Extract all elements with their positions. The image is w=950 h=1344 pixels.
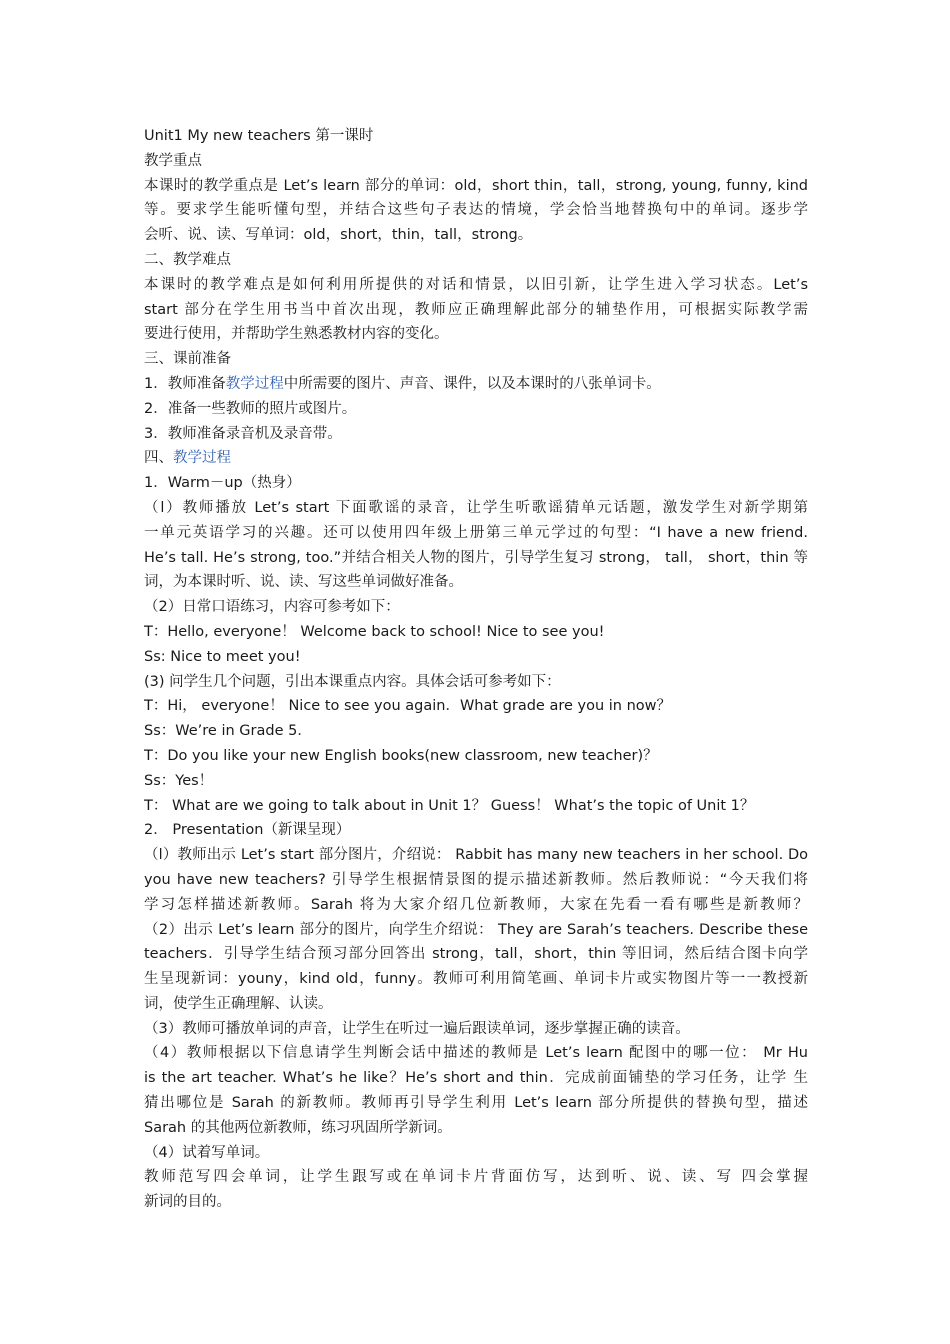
text-line: Unit1 My new teachers 第一课时: [144, 128, 374, 144]
text-line: 本课时的教学难点是如何利用所提供的对话和情景，以旧引新，让学生进入学习状态。Let’s: [144, 276, 808, 293]
text-line: Ss：We’re in Grade 5．: [144, 723, 312, 740]
text-line: 学习怎样描述新教师。Sarah 将为大家介绍几位新教师，大家在先看一看有哪些是新教师？: [144, 896, 808, 913]
text-line: 一单元英语学习的兴趣。还可以使用四年级上册第三单元学过的句型：“I have a new friend.: [144, 524, 808, 541]
text-line: 教师范写四会单词，让学生跟写或在单词卡片背面仿写，达到听、说、读、写 四会掌握: [144, 1169, 808, 1186]
text-line: start 部分在学生用书当中首次出现，教师应正确理解此部分的辅垫作用，可根据实际教学需: [144, 301, 808, 318]
document-body: [144, 124, 808, 1215]
text-line: Ss: Nice to meet you!: [144, 648, 301, 665]
text-line: （l）教师播放 Let’s start 下面歌谣的录音，让学生听歌谣猜单元话题，激发学生对新学期第: [144, 499, 808, 516]
text-line: 等。要求学生能听懂句型，并结合这些句子表达的情境，学会恰当地替换句中的单词。逐步学: [144, 202, 808, 219]
text-line: 2．准备一些教师的照片或图片。: [144, 400, 357, 417]
hyperlink[interactable]: 教学过程: [173, 450, 231, 467]
text-line: 新词的目的。: [144, 1194, 231, 1211]
text-line: 要进行使用，并帮助学生熟悉教材内容的变化。: [144, 326, 449, 343]
line-text: 四、: [144, 450, 173, 467]
text-line: is the art teacher. What’s he like？He’s short and thin．完成前面铺垫的学习任务，让学 生: [144, 1070, 808, 1087]
text-line: T：Hi， everyone！ Nice to see you again．What grade are you in now？: [144, 698, 671, 715]
text-line: （l）教师出示 Let’s start 部分图片，介绍说： Rabbit has many new teachers in her school. Do: [144, 847, 808, 864]
text-line: （2）出示 Let’s learn 部分的图片，向学生介绍说： They are Sarah’s teachers. Describe these: [144, 921, 808, 938]
text-line: 教学重点: [144, 152, 202, 169]
text-line: （4）教师根据以下信息请学生判断会话中描述的教师是 Let’s learn 配图中的哪一位： Mr Hu: [144, 1045, 808, 1062]
text-line: 词，为本课时听、说、读、写这些单词做好准备。: [144, 574, 463, 591]
text-line: 3．教师准备录音机及录音带。: [144, 425, 342, 442]
text-line: （4）试着写单词。: [144, 1144, 270, 1161]
line-text: 中所需要的图片、声音、课件，以及本课时的八张单词卡。: [283, 375, 661, 392]
text-line: 本课时的教学重点是 Let’s learn 部分的单词：old，short thin，tall，strong, young, funny, kind: [144, 177, 808, 194]
text-line: T：Hello, everyone！ Welcome back to school! Nice to see you!: [144, 623, 605, 640]
hyperlink[interactable]: 教学过程: [225, 375, 284, 392]
text-line: 会听、说、读、写单词：old，short，thin，tall，strong。: [144, 227, 533, 244]
text-line: 三、课前准备: [144, 351, 231, 368]
text-line: you have new teachers? 引导学生根据情景图的提示描述新教师。然后教师说：“今天我们将: [144, 871, 808, 888]
text-line: 2． Presentation（新课呈现）: [144, 822, 351, 839]
text-line: (3) 问学生几个问题，引出本课重点内容。具体会话可参考如下：: [144, 673, 561, 690]
text-line: 词，使学生正确理解、认读。: [144, 995, 333, 1012]
text-line: 生呈现新词：youny，kind old，funny。教师可利用简笔画、单词卡片或实物图片等一一教授新: [144, 971, 808, 988]
text-line: 1．Warm－up（热身）: [144, 475, 301, 492]
text-line: [144, 372, 808, 397]
text-line: teachers．引导学生结合预习部分回答出 strong，tall，short，thin 等旧词，然后结合图卡向学: [144, 946, 808, 963]
text-line: 猜出哪位是 Sarah 的新教师。教师再引导学生利用 Let’s learn 部分所提供的替换句型，描述: [144, 1095, 808, 1112]
text-line: 二、教学难点: [144, 251, 231, 268]
text-line: Sarah 的其他两位新教师，练习巩固所学新词。: [144, 1119, 452, 1136]
text-line: Ss：Yes！: [144, 772, 214, 789]
text-line: （2）日常口语练习，内容可参考如下：: [144, 599, 400, 616]
line-text: 1．教师准备: [144, 375, 226, 392]
text-line: [144, 446, 808, 471]
text-line: He’s tall. He’s strong, too.”并结合相关人物的图片，引导学生复习 strong， tall， short，thin 等: [144, 549, 808, 566]
text-line: T： What are we going to talk about in Unit 1？ Guess！ What’s the topic of Unit 1？: [144, 797, 755, 814]
text-line: （3）教师可播放单词的声音，让学生在听过一遍后跟读单词，逐步掌握正确的读音。: [144, 1020, 690, 1037]
text-line: T：Do you like your new English books(new classroom, new teacher)？: [144, 747, 658, 764]
